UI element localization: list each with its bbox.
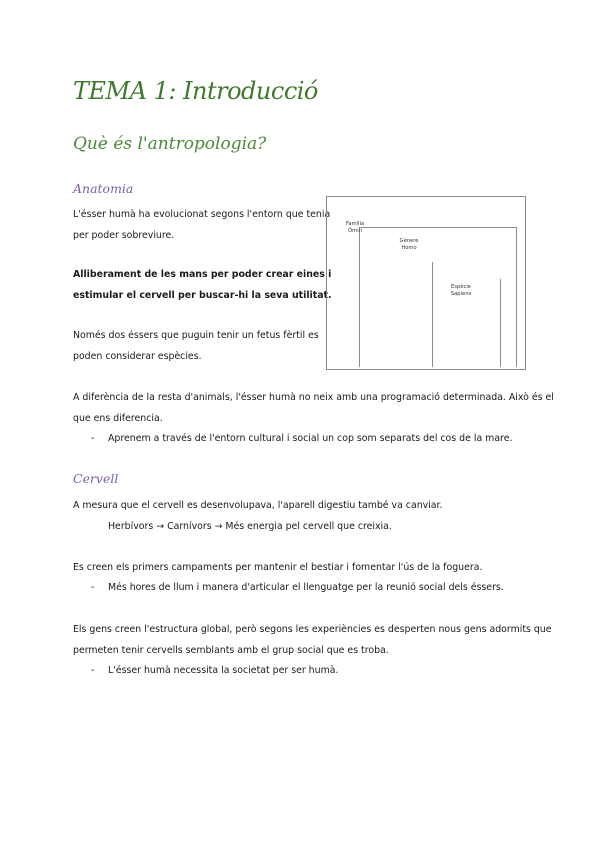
familia-right-line bbox=[516, 227, 517, 367]
anatomia-heading: Anatomia bbox=[73, 181, 134, 196]
section-heading: Què és l'antropologia? bbox=[73, 134, 267, 154]
familia-label bbox=[337, 221, 373, 235]
cervell-p3-line-2: permeten tenir cervells semblants amb el grup social que es troba. bbox=[73, 645, 389, 656]
anatomia-paragraph-1 bbox=[73, 204, 331, 246]
anatomia-p2-line-1: Alliberament de les mans per poder crear eines i bbox=[73, 269, 332, 280]
cervell-paragraph-3 bbox=[73, 619, 552, 661]
especie-label-line-2: Sapiens bbox=[450, 291, 472, 297]
cervell-paragraph-1: A mesura que el cervell es desenvolupava, l'aparell digestiu també va canviar. bbox=[73, 500, 443, 511]
bullet-marker: - bbox=[91, 665, 95, 676]
anatomia-p1-line-2: per poder sobreviure. bbox=[73, 230, 175, 241]
genere-label-line-1: Gènere bbox=[399, 238, 419, 244]
anatomia-p3-line-1: Només dos éssers que puguin tenir un fetus fèrtil es bbox=[73, 330, 319, 341]
cervell-heading: Cervell bbox=[73, 471, 119, 486]
anatomia-p3-line-2: poden considerar espècies. bbox=[73, 351, 202, 362]
especie-label-line-1: Espècie bbox=[451, 284, 471, 290]
anatomia-paragraph-3 bbox=[73, 325, 319, 367]
genere-label-line-2: Homo bbox=[401, 245, 417, 251]
cervell-bullet-1: Més hores de llum i manera d'articular el llenguatge per la reunió social dels éssers. bbox=[108, 582, 504, 593]
especie-label bbox=[441, 284, 481, 298]
cervell-bullet-2: L'ésser humà necessita la societat per ser humà. bbox=[108, 665, 339, 676]
cervell-paragraph-2: Es creen els primers campaments per mantenir el bestiar i fomentar l'ús de la foguera. bbox=[73, 562, 483, 573]
especie-vertical-line bbox=[500, 279, 501, 367]
anatomia-p1-line-1: L'ésser humà ha evolucionat segons l'entorn que tenia bbox=[73, 209, 331, 220]
anatomia-paragraph-2 bbox=[73, 264, 332, 306]
genere-vertical-line bbox=[432, 262, 433, 367]
cervell-p3-line-1: Els gens creen l'estructura global, però segons les experiències es desperten nous gens adormits que bbox=[73, 624, 552, 635]
bullet-marker: - bbox=[91, 582, 95, 593]
familia-vertical-line bbox=[359, 227, 360, 367]
familia-label-line-1: Família bbox=[345, 221, 365, 227]
genere-label bbox=[389, 238, 429, 252]
familia-horizontal-line bbox=[359, 227, 517, 228]
diferencia-bullet: Aprenem a través de l'entorn cultural i social un cop som separats del cos de la mare. bbox=[108, 433, 513, 444]
page-title: TEMA 1: Introducció bbox=[73, 77, 318, 105]
taxonomy-diagram bbox=[326, 196, 526, 370]
diferencia-line-1: A diferència de la resta d'animals, l'ésser humà no neix amb una programació determinada. Això és el bbox=[73, 392, 554, 403]
diferencia-paragraph bbox=[73, 387, 554, 429]
bullet-marker: - bbox=[91, 433, 95, 444]
diet-chain: Herbívors → Carnívors → Més energia pel cervell que creixia. bbox=[108, 521, 392, 532]
familia-label-line-2: Òmin bbox=[348, 228, 362, 234]
anatomia-p2-line-2: estimular el cervell per buscar-hi la seva utilitat. bbox=[73, 290, 332, 301]
diferencia-line-2: que ens diferencia. bbox=[73, 413, 163, 424]
